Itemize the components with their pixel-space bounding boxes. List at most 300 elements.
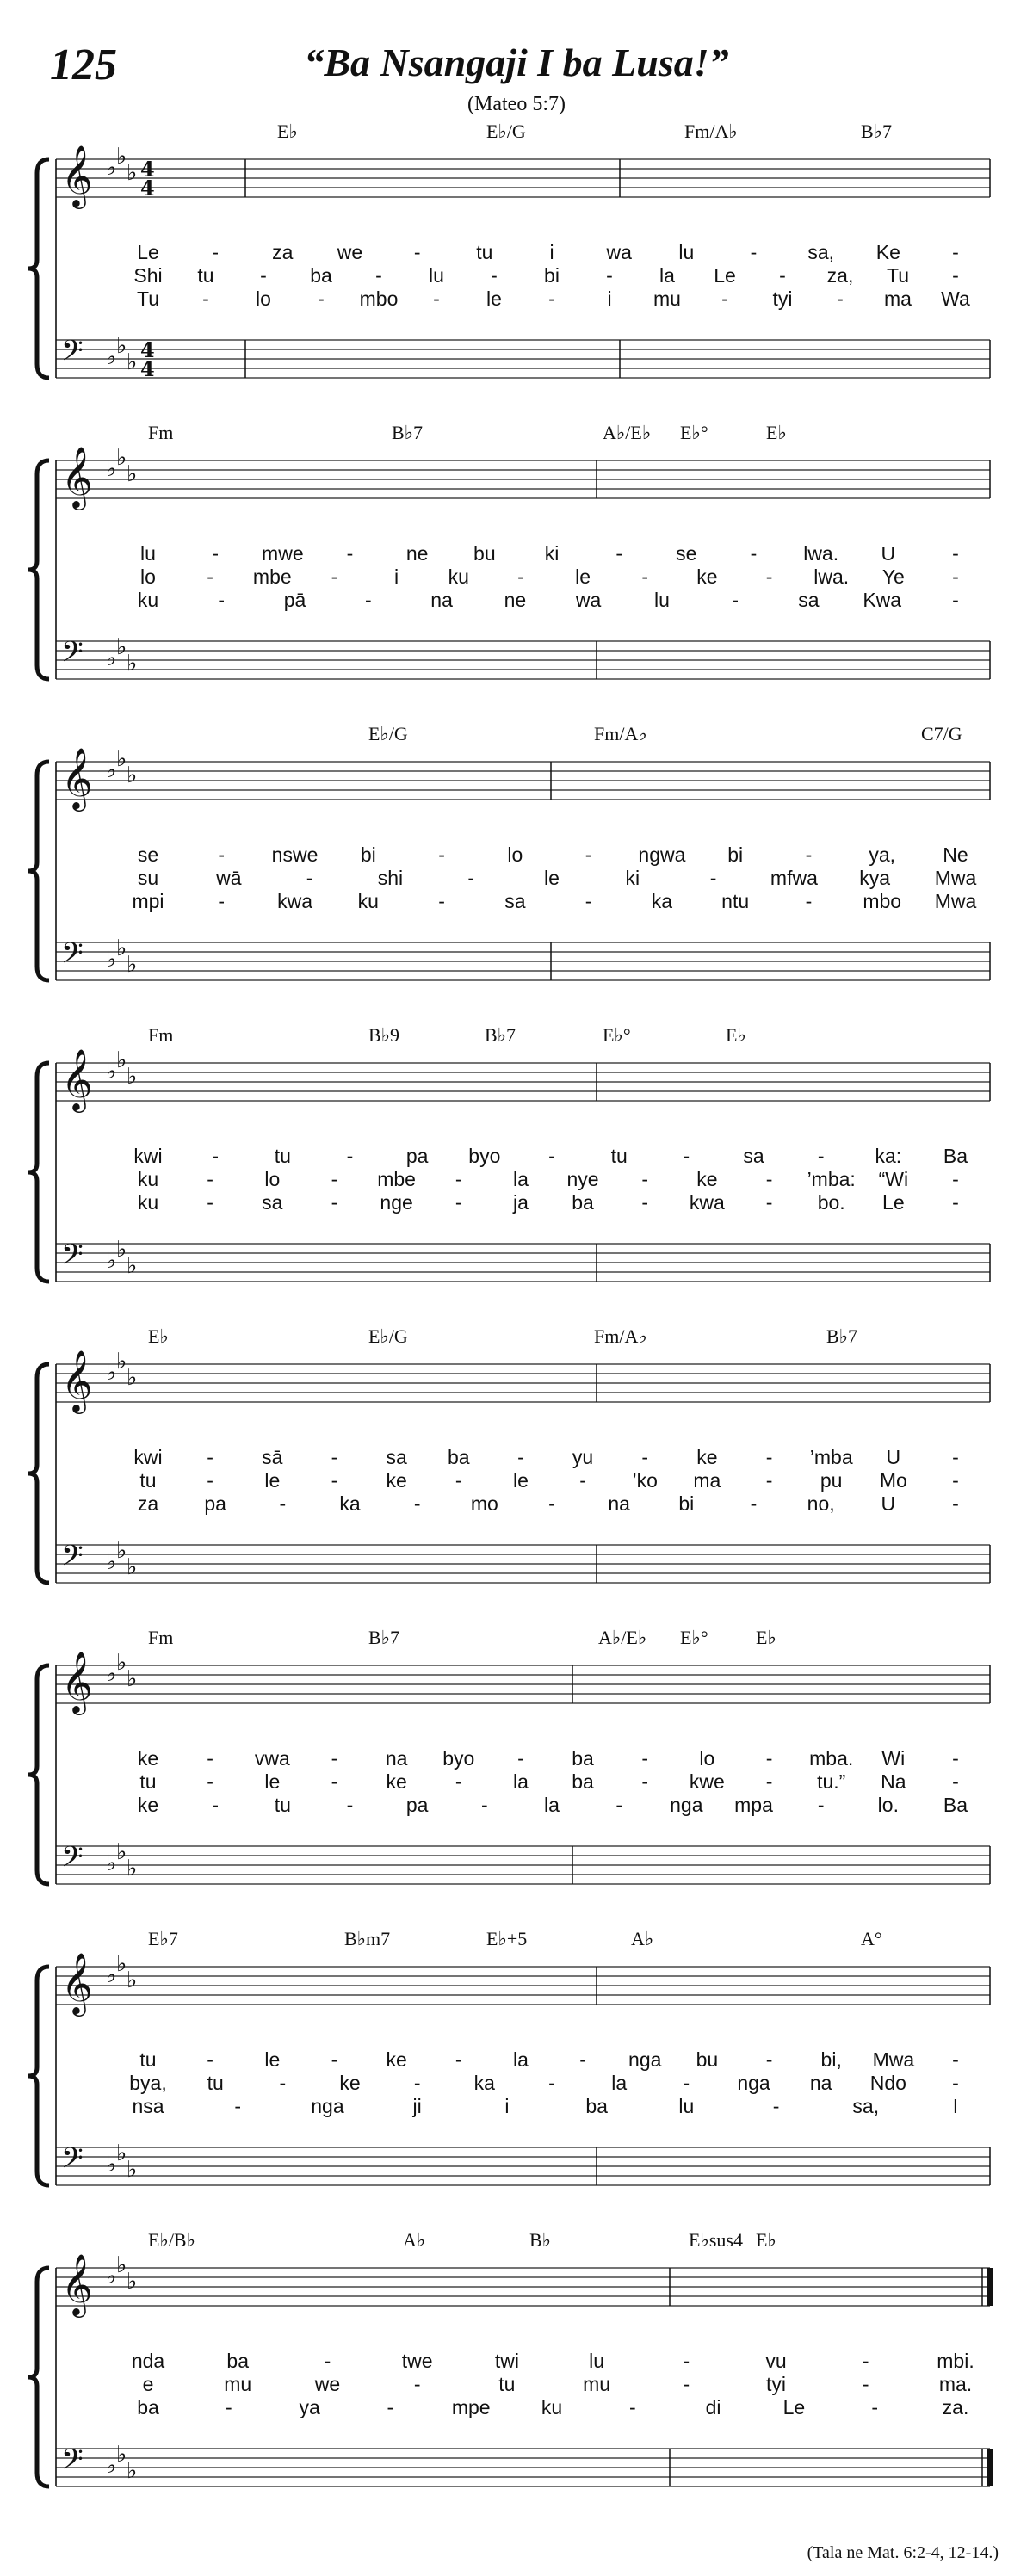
lyric-syllable: bi	[727, 843, 744, 866]
lyric-syllable: za.	[942, 2396, 969, 2418]
key-flat-icon: ♭	[106, 2264, 117, 2289]
chord-symbol: A♭	[403, 2229, 426, 2251]
lyric-syllable: bi,	[820, 2048, 842, 2071]
chord-symbol: B♭m7	[344, 1928, 391, 1949]
lyric-syllable: se	[137, 843, 159, 866]
lyric-syllable: ke	[137, 1794, 159, 1816]
key-flat-icon: ♭	[106, 1549, 117, 1575]
chord-symbol: E♭°	[680, 422, 708, 443]
lyric-syllable: -	[234, 2095, 242, 2117]
lyric-line-verse-2	[0, 2373, 1033, 2399]
key-flat-icon: ♭	[127, 160, 138, 186]
lyric-syllable: la	[512, 1168, 529, 1190]
lyric-syllable: -	[750, 241, 758, 263]
lyric-syllable: pa	[405, 1794, 429, 1816]
lyric-syllable: nge	[380, 1191, 413, 1214]
key-flat-icon: ♭	[116, 634, 127, 660]
music-system-3	[0, 723, 1033, 1029]
lyric-syllable: bi	[360, 843, 376, 866]
lyric-syllable: -	[212, 1145, 219, 1167]
treble-clef-icon: 𝄞	[61, 746, 93, 809]
lyric-syllable: -	[364, 589, 372, 611]
lyric-syllable: Tu	[137, 287, 159, 310]
lyric-syllable: -	[318, 287, 325, 310]
lyric-syllable: tu	[207, 2072, 224, 2094]
lyric-line-verse-3	[0, 1794, 1033, 1819]
lyric-syllable: tu	[139, 1770, 157, 1793]
lyric-syllable: wā	[216, 867, 242, 889]
key-flat-icon: ♭	[127, 2269, 138, 2295]
chord-symbol: E♭/B♭	[148, 2229, 195, 2251]
chord-symbol: B♭7	[861, 120, 893, 142]
lyric-syllable: na	[608, 1492, 630, 1515]
lyric-syllable: nga	[311, 2095, 344, 2117]
lyric-syllable: ku	[357, 890, 379, 912]
lyric-syllable: -	[805, 843, 813, 866]
lyric-syllable: -	[721, 287, 728, 310]
lyric-syllable: ke	[696, 1168, 718, 1190]
lyric-syllable: ba	[585, 2095, 608, 2117]
lyric-syllable: lu	[429, 264, 444, 287]
lyric-syllable: ku	[137, 1191, 159, 1214]
chord-symbol: E♭/G	[486, 120, 526, 142]
lyric-syllable: Mo	[879, 1469, 907, 1492]
lyric-syllable: -	[331, 2048, 338, 2071]
lyric-syllable: Mwa	[934, 890, 977, 912]
lyric-syllable: Ndo	[869, 2072, 906, 2094]
lyric-syllable: -	[579, 2048, 586, 2071]
lyric-syllable: -	[260, 264, 267, 287]
lyric-syllable: ki	[625, 867, 640, 889]
lyric-syllable: U	[886, 1446, 901, 1468]
lyric-syllable: -	[683, 2373, 690, 2395]
key-flat-icon: ♭	[116, 144, 127, 170]
lyric-syllable: -	[331, 1191, 338, 1214]
lyric-syllable: -	[952, 542, 959, 565]
lyric-syllable: -	[207, 565, 213, 588]
key-flat-icon: ♭	[106, 1661, 117, 1687]
lyric-syllable: -	[952, 1747, 959, 1770]
lyric-syllable: tu	[498, 2373, 516, 2395]
lyric-syllable: le	[264, 1770, 281, 1793]
lyric-line-verse-2	[0, 1469, 1033, 1495]
lyric-syllable: -	[455, 1469, 462, 1492]
chord-symbol: C7/G	[921, 723, 962, 744]
lyric-syllable: lo.	[877, 1794, 899, 1816]
lyric-syllable: tyi	[766, 2373, 787, 2395]
lyric-syllable: ku	[541, 2396, 563, 2418]
lyric-syllable: ke	[339, 2072, 361, 2094]
time-signature-digit: 4	[140, 157, 155, 182]
lyric-syllable: -	[641, 1446, 649, 1468]
lyric-syllable: -	[413, 2072, 421, 2094]
lyric-syllable: -	[207, 1747, 213, 1770]
lyric-syllable: wa	[606, 241, 632, 263]
lyric-syllable: lo	[699, 1747, 715, 1770]
lyric-syllable: ya,	[869, 843, 896, 866]
lyric-syllable: mu	[583, 2373, 611, 2395]
lyric-line-verse-3	[0, 2396, 1033, 2422]
lyric-syllable: -	[413, 1492, 421, 1515]
key-flat-icon: ♭	[116, 1538, 127, 1564]
key-flat-icon: ♭	[116, 2140, 127, 2166]
lyric-syllable: -	[952, 1168, 959, 1190]
key-flat-icon: ♭	[127, 952, 138, 978]
lyric-syllable: -	[207, 1770, 213, 1793]
lyric-syllable: twe	[401, 2350, 433, 2372]
key-flat-icon: ♭	[106, 456, 117, 482]
lyric-syllable: tu	[274, 1145, 291, 1167]
key-flat-icon: ♭	[127, 461, 138, 487]
key-flat-icon: ♭	[127, 1666, 138, 1692]
lyric-syllable: sa,	[807, 241, 834, 263]
treble-clef-icon: 𝄞	[61, 1047, 93, 1110]
lyric-syllable: -	[331, 1168, 338, 1190]
lyric-syllable: -	[765, 1770, 773, 1793]
lyric-syllable: -	[765, 1469, 773, 1492]
lyric-line-verse-1	[0, 2048, 1033, 2074]
key-flat-icon: ♭	[116, 1237, 127, 1263]
lyric-syllable: kwa	[689, 1191, 725, 1214]
lyric-syllable: -	[837, 287, 844, 310]
lyric-syllable: -	[683, 1145, 690, 1167]
lyric-syllable: le	[264, 2048, 281, 2071]
lyric-syllable: -	[952, 1191, 959, 1214]
lyric-syllable: bya,	[129, 2072, 167, 2094]
lyric-syllable: -	[585, 890, 592, 912]
key-flat-icon: ♭	[106, 2152, 117, 2178]
lyric-syllable: Le	[714, 264, 736, 287]
lyric-syllable: ya	[299, 2396, 320, 2418]
treble-clef-icon: 𝄞	[61, 1951, 93, 2014]
lyric-syllable: wa	[575, 589, 602, 611]
lyric-syllable: -	[548, 2072, 555, 2094]
lyric-syllable: le	[264, 1469, 281, 1492]
lyric-syllable: ku	[137, 1168, 159, 1190]
lyric-line-verse-3	[0, 1191, 1033, 1217]
lyric-syllable: sa	[386, 1446, 407, 1468]
chord-symbol: E♭°	[680, 1627, 708, 1648]
lyric-syllable: ’ko	[632, 1469, 658, 1492]
chord-symbol: B♭	[529, 2229, 552, 2251]
lyric-syllable: mfwa	[770, 867, 818, 889]
key-flat-icon: ♭	[127, 1365, 138, 1391]
lyric-syllable: -	[952, 1446, 959, 1468]
lyric-syllable: -	[387, 2396, 394, 2418]
lyric-syllable: lo	[264, 1168, 281, 1190]
chord-symbol: E♭	[756, 2229, 776, 2251]
lyric-syllable: la	[611, 2072, 628, 2094]
lyric-syllable: -	[765, 1747, 773, 1770]
chord-symbol: Fm/A♭	[684, 120, 738, 142]
lyric-syllable: bo.	[817, 1191, 845, 1214]
key-flat-icon: ♭	[106, 757, 117, 783]
chord-symbol: Fm	[148, 1627, 174, 1648]
lyric-syllable: no,	[807, 1492, 835, 1515]
lyric-syllable: -	[207, 1469, 213, 1492]
lyric-syllable: lo	[256, 287, 271, 310]
lyric-syllable: kwi	[133, 1446, 163, 1468]
lyric-syllable: na	[385, 1747, 408, 1770]
lyric-syllable: le	[575, 565, 591, 588]
lyric-syllable: i	[549, 241, 554, 263]
lyric-syllable: -	[628, 2396, 636, 2418]
lyric-syllable: ne	[504, 589, 527, 611]
lyric-syllable: tu	[139, 1469, 157, 1492]
chord-symbol: A♭/E♭	[603, 422, 652, 443]
lyric-syllable: ka	[473, 2072, 495, 2094]
lyric-line-verse-2	[0, 565, 1033, 591]
lyric-syllable: Le	[782, 2396, 806, 2418]
lyric-syllable: nga	[670, 1794, 703, 1816]
lyric-line-verse-3	[0, 890, 1033, 916]
lyric-syllable: Ke	[875, 241, 900, 263]
lyric-syllable: -	[455, 1770, 462, 1793]
lyric-syllable: twi	[494, 2350, 519, 2372]
lyric-syllable: -	[517, 1747, 524, 1770]
lyric-syllable: sa	[504, 890, 526, 912]
key-flat-icon: ♭	[116, 1839, 127, 1865]
chord-symbol: A♭/E♭	[598, 1627, 647, 1648]
lyric-syllable: tyi	[772, 287, 793, 310]
key-flat-icon: ♭	[106, 947, 117, 973]
lyric-syllable: nsa	[132, 2095, 164, 2117]
lyric-syllable: -	[952, 1770, 959, 1793]
lyric-syllable: ’mba	[809, 1446, 853, 1468]
lyric-syllable: -	[212, 1794, 219, 1816]
bass-clef-icon: 𝄢	[61, 335, 84, 374]
lyric-syllable: -	[641, 1770, 649, 1793]
lyric-syllable: le	[512, 1469, 529, 1492]
lyric-syllable: -	[331, 1446, 338, 1468]
lyric-syllable: kwi	[133, 1145, 163, 1167]
lyric-syllable: -	[207, 1168, 213, 1190]
chord-symbol: B♭9	[368, 1024, 400, 1046]
lyric-syllable: le	[486, 287, 502, 310]
footnote: (Tala ne Mat. 6:2-4, 12-14.)	[807, 2543, 999, 2562]
lyric-syllable: -	[218, 589, 226, 611]
lyric-syllable: -	[207, 1446, 213, 1468]
lyric-line-verse-3	[0, 287, 1033, 313]
chord-symbol: E♭	[756, 1627, 776, 1648]
key-flat-icon: ♭	[116, 1951, 127, 1977]
lyric-syllable: sā	[262, 1446, 283, 1468]
lyric-syllable: -	[331, 1770, 338, 1793]
hymn-title: “Ba Nsangaji I ba Lusa!”	[304, 40, 729, 84]
lyric-line-verse-2	[0, 2072, 1033, 2097]
key-flat-icon: ♭	[127, 2157, 138, 2183]
lyric-syllable: -	[952, 589, 959, 611]
chord-symbol: A♭	[631, 1928, 654, 1949]
lyric-syllable: ba	[447, 1446, 470, 1468]
lyric-syllable: -	[683, 2072, 690, 2094]
lyric-syllable: -	[218, 843, 226, 866]
key-flat-icon: ♭	[127, 1554, 138, 1580]
chord-symbol: E♭	[277, 120, 298, 142]
key-flat-icon: ♭	[127, 1856, 138, 1881]
key-flat-icon: ♭	[116, 333, 127, 359]
lyric-syllable: -	[952, 1469, 959, 1492]
lyric-syllable: mbi.	[937, 2350, 974, 2372]
lyric-syllable: -	[433, 287, 440, 310]
lyric-syllable: mo	[470, 1492, 498, 1515]
lyric-syllable: -	[606, 264, 613, 287]
key-flat-icon: ♭	[116, 1047, 127, 1073]
lyric-syllable: mbe	[377, 1168, 416, 1190]
lyric-line-verse-1	[0, 1747, 1033, 1773]
lyric-syllable: ma	[693, 1469, 721, 1492]
lyric-syllable: bu	[473, 542, 496, 565]
hymn-number: 125	[50, 40, 117, 90]
key-flat-icon: ♭	[116, 936, 127, 961]
lyric-syllable: -	[579, 1469, 586, 1492]
key-flat-icon: ♭	[106, 344, 117, 370]
bass-clef-icon: 𝄢	[61, 937, 84, 977]
lyric-line-verse-3	[0, 589, 1033, 615]
chord-symbol: Fm/A♭	[594, 1325, 647, 1347]
lyric-syllable: -	[413, 2373, 421, 2395]
key-flat-icon: ♭	[106, 2453, 117, 2479]
lyric-syllable: ma	[884, 287, 912, 310]
lyric-syllable: lu	[678, 241, 695, 263]
treble-clef-icon: 𝄞	[61, 1650, 93, 1713]
lyric-syllable: “Wi	[878, 1168, 909, 1190]
lyric-syllable: mbo	[359, 287, 399, 310]
lyric-syllable: ka	[651, 890, 673, 912]
lyric-syllable: ke	[386, 1469, 407, 1492]
lyric-syllable: ja	[512, 1191, 529, 1214]
lyric-line-verse-3	[0, 2095, 1033, 2121]
lyric-syllable: -	[952, 565, 959, 588]
lyric-syllable: -	[279, 2072, 287, 2094]
key-flat-icon: ♭	[106, 1248, 117, 1274]
lyric-syllable: -	[952, 241, 959, 263]
lyric-syllable: nye	[566, 1168, 599, 1190]
lyric-syllable: -	[952, 1492, 959, 1515]
lyric-syllable: -	[548, 1492, 555, 1515]
lyric-syllable: mba.	[809, 1747, 854, 1770]
key-flat-icon: ♭	[127, 349, 138, 375]
music-system-4	[0, 1024, 1033, 1330]
lyric-syllable: tu	[274, 1794, 291, 1816]
lyric-syllable: lu	[589, 2350, 605, 2372]
lyric-syllable: ne	[405, 542, 429, 565]
lyric-syllable: tu.”	[817, 1770, 846, 1793]
lyric-syllable: lo	[140, 565, 156, 588]
lyric-line-verse-1	[0, 241, 1033, 267]
lyric-syllable: lo	[507, 843, 523, 866]
lyric-syllable: -	[517, 565, 524, 588]
lyric-syllable: -	[455, 1168, 462, 1190]
music-system-8	[0, 2229, 1033, 2535]
lyric-syllable: mpa	[734, 1794, 773, 1816]
lyric-syllable: -	[517, 1446, 524, 1468]
lyric-syllable: -	[212, 542, 219, 565]
lyric-syllable: ngwa	[638, 843, 686, 866]
lyric-syllable: -	[279, 1492, 287, 1515]
lyric-syllable: ba	[572, 1770, 594, 1793]
key-flat-icon: ♭	[106, 155, 117, 181]
lyric-syllable: -	[615, 1794, 622, 1816]
bass-clef-icon: 𝄢	[61, 1841, 84, 1881]
lyric-syllable: yu	[572, 1446, 594, 1468]
lyric-syllable: bi	[678, 1492, 695, 1515]
lyric-syllable: e	[142, 2373, 154, 2395]
lyric-line-verse-1	[0, 2350, 1033, 2375]
lyric-syllable: -	[202, 287, 209, 310]
lyric-syllable: lwa.	[803, 542, 839, 565]
lyric-syllable: ba	[572, 1191, 594, 1214]
lyric-syllable: -	[765, 1168, 773, 1190]
lyric-syllable: kya	[859, 867, 891, 889]
key-flat-icon: ♭	[127, 1968, 138, 1993]
lyric-syllable: ka:	[875, 1145, 902, 1167]
lyric-syllable: ke	[696, 565, 718, 588]
lyric-syllable: -	[750, 1492, 758, 1515]
music-system-7	[0, 1928, 1033, 2233]
lyric-syllable: byo	[468, 1145, 501, 1167]
lyric-line-verse-2	[0, 1168, 1033, 1194]
bass-clef-icon: 𝄢	[61, 1239, 84, 1278]
lyric-syllable: -	[641, 1191, 649, 1214]
lyric-syllable: -	[817, 1794, 825, 1816]
lyric-syllable: su	[137, 867, 159, 889]
lyric-syllable: lu	[678, 2095, 695, 2117]
lyric-syllable: shi	[377, 867, 404, 889]
lyric-syllable: pa	[204, 1492, 226, 1515]
lyric-syllable: -	[467, 867, 475, 889]
lyric-syllable: ki	[544, 542, 560, 565]
lyric-syllable: I	[952, 2095, 959, 2117]
chord-symbol: E♭	[726, 1024, 746, 1046]
chord-symbol: B♭7	[826, 1325, 858, 1347]
chord-symbol: E♭/G	[368, 723, 408, 744]
lyric-syllable: i	[394, 565, 399, 588]
lyric-syllable: mpe	[451, 2396, 491, 2418]
time-signature-digit: 4	[140, 337, 155, 362]
lyric-syllable: vu	[765, 2350, 787, 2372]
lyric-syllable: -	[438, 843, 445, 866]
lyric-line-verse-3	[0, 1492, 1033, 1518]
lyric-syllable: -	[207, 1191, 213, 1214]
lyric-syllable: -	[331, 1469, 338, 1492]
key-flat-icon: ♭	[106, 646, 117, 671]
lyric-syllable: Ye	[881, 565, 905, 588]
lyric-syllable: -	[871, 2396, 879, 2418]
chord-symbol: E♭sus4	[689, 2229, 743, 2251]
key-flat-icon: ♭	[116, 1650, 127, 1676]
chord-symbol: E♭	[148, 1325, 169, 1347]
lyric-syllable: na	[809, 2072, 832, 2094]
lyric-syllable: la	[512, 1770, 529, 1793]
lyric-syllable: Ba	[943, 1145, 968, 1167]
lyric-syllable: sa	[798, 589, 820, 611]
lyric-syllable: ntu	[721, 890, 750, 912]
lyric-syllable: ba	[572, 1747, 594, 1770]
key-flat-icon: ♭	[127, 651, 138, 676]
lyric-syllable: bi	[544, 264, 560, 287]
key-flat-icon: ♭	[116, 445, 127, 471]
lyric-syllable: Ba	[943, 1794, 968, 1816]
key-flat-icon: ♭	[106, 1059, 117, 1084]
bass-clef-icon: 𝄢	[61, 2443, 84, 2483]
lyric-syllable: -	[480, 1794, 488, 1816]
key-flat-icon: ♭	[127, 763, 138, 788]
lyric-syllable: -	[548, 287, 555, 310]
lyric-syllable: ji	[412, 2095, 422, 2117]
lyric-syllable: byo	[442, 1747, 475, 1770]
lyric-syllable: -	[548, 1145, 555, 1167]
